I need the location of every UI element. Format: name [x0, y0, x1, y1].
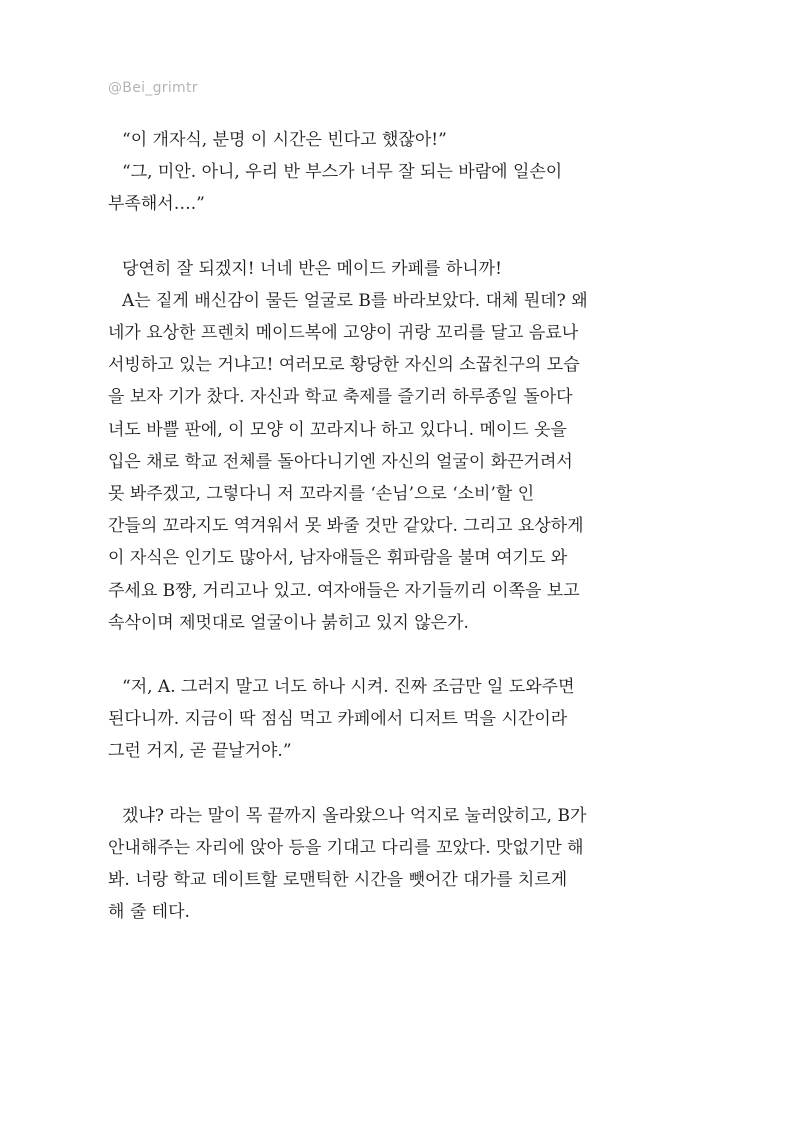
narration-paragraph: A는 짙게 배신감이 물든 얼굴로 B를 바라보았다. 대체 뭔데? 왜 네가 요상한 프렌치 메이드복에 고양이 귀랑 꼬리를 달고 음료나 서빙하고 있는 거냐고! 여러모로 황당한 자신의 소꿉친구의 모습 을 보자 기가 찼다. 자신과 학교 축제를 즐기러 하루종일 돌아다 녀도 바쁠 판에, 이 모양 이 꼬라지나 하고 있다니. 메이드 옷을 입은 채로 학교 전체를 돌아다니기엔 자신의 얼굴이 화끈거려서 못 봐주겠고, 그렇다니 저 꼬라지를 ‘손님’으로 ‘소비’할 인 간들의 꼬라지도 역겨워서 못 봐줄 것만 같았다. 그리고 요상하게 이 자식은 인기도 많아서, 남자애들은 휘파람을 불며 여기도 와 주세요 B쨩, 거리고나 있고. 여자애들은 자기들끼리 이쪽을 보고 속삭이며 제멋대로 얼굴이나 붉히고 있지 않은가. [108, 290, 588, 633]
narration-paragraph: 당연히 잘 되겠지! 너네 반은 메이드 카페를 하니까! [122, 258, 502, 279]
author-watermark: @Bei_grimtr [108, 80, 198, 96]
dialogue-paragraph: “저, A. 그러지 말고 너도 하나 시켜. 진짜 조금만 일 도와주면 된다니까. 지금이 딱 점심 먹고 카페에서 디저트 먹을 시간이라 그런 거지, 곧 끝날거야.” [108, 677, 575, 762]
paragraph-gap [108, 221, 698, 253]
narration-paragraph: 겠냐? 라는 말이 목 끝까지 올라왔으나 억지로 눌러앉히고, B가 안내해주는 자리에 앉아 등을 기대고 다리를 꼬았다. 맛없기만 해 봐. 너랑 학교 데이트할 로맨틱한 시간을 뺏어간 대가를 치르게 해 줄 테다. [108, 805, 587, 923]
dialogue-paragraph: “그, 미안. 아니, 우리 반 부스가 너무 잘 되는 바람에 일손이 부족해서….” [108, 162, 563, 215]
paragraph-gap [108, 768, 698, 800]
paragraph-gap [108, 639, 698, 671]
story-body [108, 124, 698, 928]
dialogue-paragraph: “이 개자식, 분명 이 시간은 빈다고 했잖아!” [122, 130, 447, 150]
